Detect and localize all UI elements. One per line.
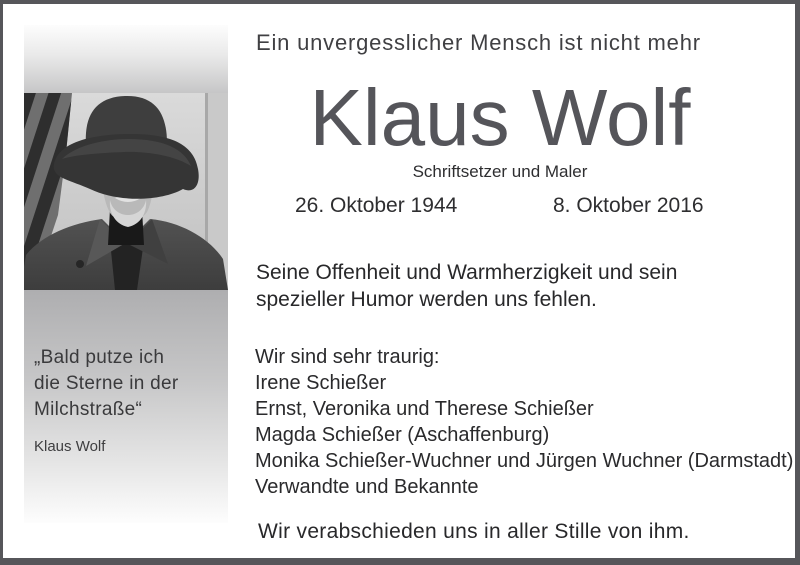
photo-column [24, 25, 228, 523]
epitaph: Ein unvergesslicher Mensch ist nicht mehr [256, 30, 701, 55]
tribute-line: spezieller Humor werden uns fehlen. [256, 288, 597, 311]
mourners-list [255, 344, 793, 500]
mourner-line: Monika Schießer-Wuchner und Jürgen Wuchner (Darmstadt) [255, 450, 794, 472]
quote-attribution: Klaus Wolf [34, 438, 106, 455]
mourner-line: Verwandte und Bekannte [255, 476, 479, 498]
memorial-quote-line: die Sterne in der [34, 373, 179, 394]
title-wrap [240, 73, 760, 162]
mourner-line: Irene Schießer [255, 372, 387, 394]
portrait-photo [24, 93, 228, 290]
mourner-line: Ernst, Veronika und Therese Schießer [255, 398, 594, 420]
tribute [256, 259, 677, 313]
deceased-name: Klaus Wolf [309, 73, 691, 162]
coat-button [76, 260, 84, 268]
mourning-intro: Wir sind sehr traurig: [255, 346, 440, 368]
death-date: 8. Oktober 2016 [553, 194, 704, 217]
mourner-line: Magda Schießer (Aschaffenburg) [255, 424, 550, 446]
tribute-line: Seine Offenheit und Warmherzigkeit und sein [256, 261, 678, 284]
memorial-quote-line: Milchstraße“ [34, 399, 143, 420]
closing-line: Wir verabschieden uns in aller Stille von ihm. [258, 520, 690, 543]
photo-top-gradient [24, 25, 228, 93]
profession: Schriftsetzer und Maler [412, 162, 588, 181]
memorial-quote-line: „Bald putze ich [34, 347, 165, 368]
profession-wrap [240, 162, 760, 182]
quote-panel [24, 290, 228, 523]
birth-date: 26. Oktober 1944 [295, 194, 458, 217]
